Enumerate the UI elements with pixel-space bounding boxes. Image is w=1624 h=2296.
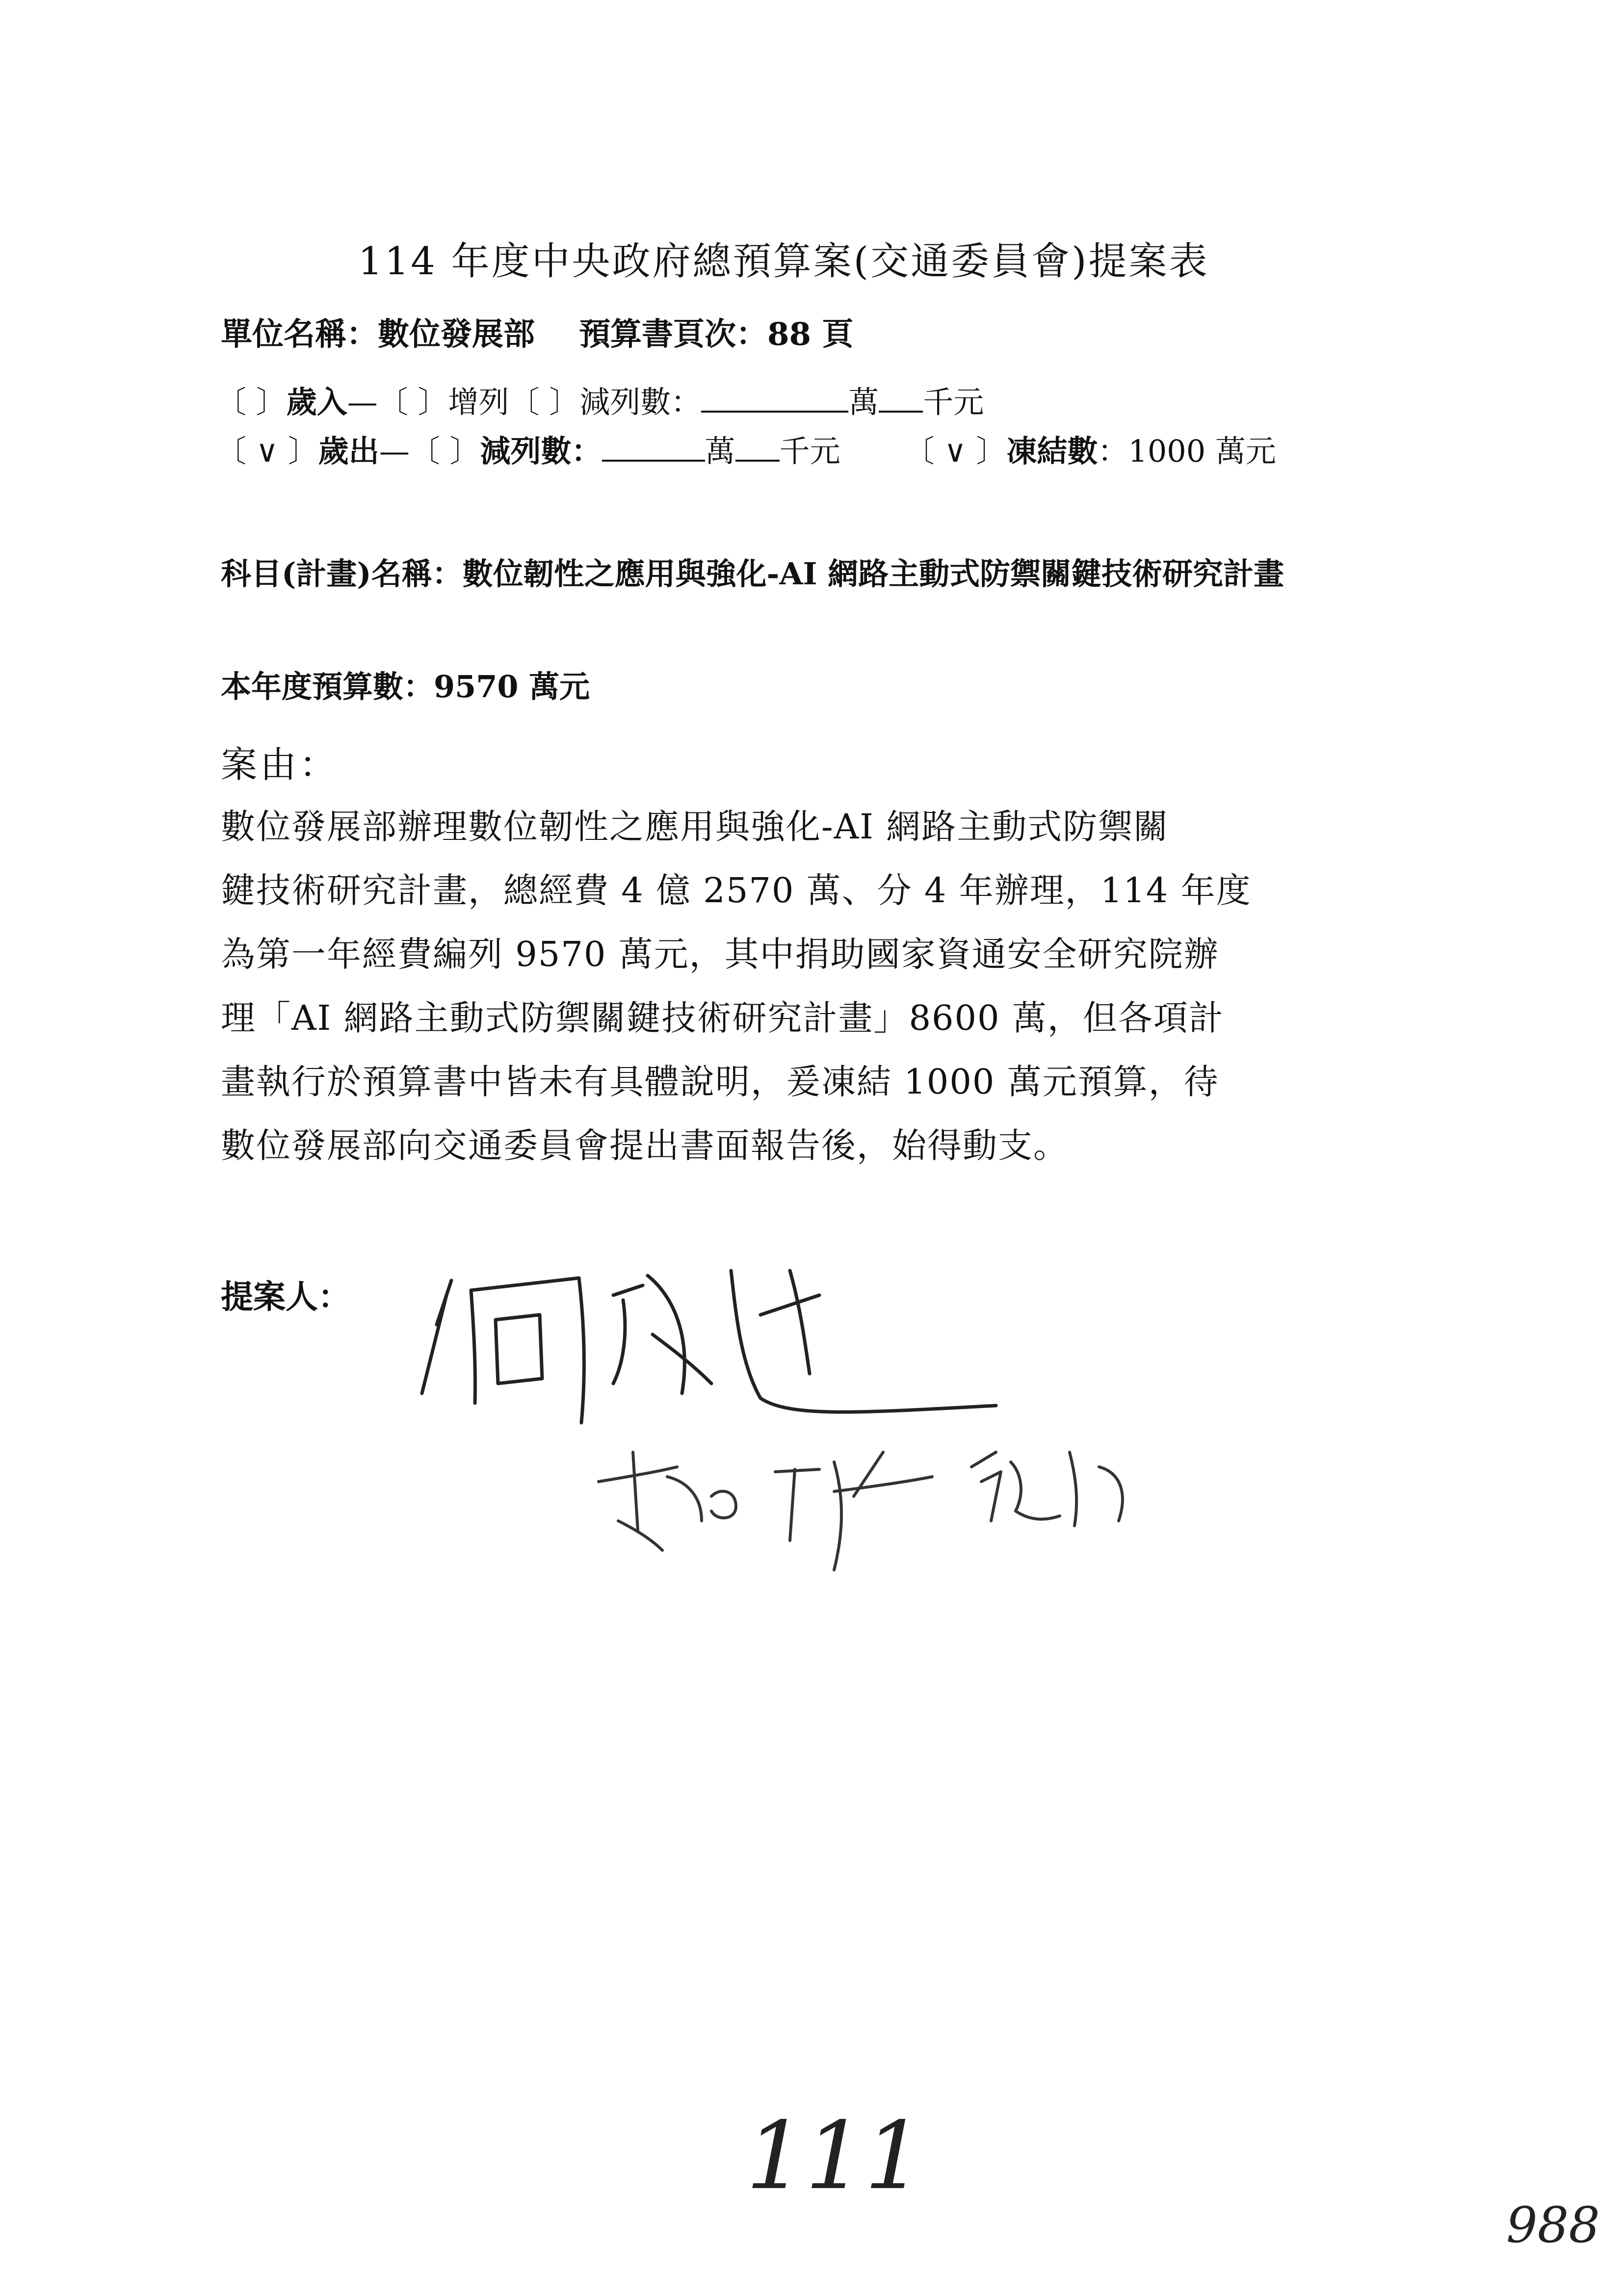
budget-page-reference: 預算書頁次：88 頁 — [579, 316, 854, 353]
reason-line: 鍵技術研究計畫，總經費 4 億 2570 萬、分 4 年辦理，114 年度 — [221, 870, 1252, 911]
revenue-unit-thousand: 千元 — [923, 384, 984, 420]
revenue-thousand-blank — [879, 382, 923, 413]
primary-signature — [417, 1236, 1006, 1442]
subject-name: 科目(計畫)名稱：數位韌性之應用與強化-AI 網路主動式防禦關鍵技術研究計畫 — [221, 556, 1284, 592]
revenue-decrease-label: 減列數： — [579, 384, 702, 420]
handwritten-page-number — [736, 2095, 924, 2213]
reason-line: 數位發展部辦理數位韌性之應用與強化-AI 網路主動式防禦關 — [221, 807, 1169, 847]
expense-decrease-checkbox: 〔 〕 — [409, 433, 480, 469]
corner-page-number-text: 988 — [1506, 2196, 1600, 2254]
reason-line: 理「AI 網路主動式防禦關鍵技術研究計畫」8600 萬，但各項計 — [221, 998, 1224, 1038]
expense-thousand-blank — [735, 431, 780, 462]
revenue-unit-wan: 萬 — [848, 384, 879, 420]
expense-unit-wan: 萬 — [705, 433, 735, 469]
reason-line: 數位發展部向交通委員會提出書面報告後，始得動支。 — [221, 1125, 1069, 1166]
freeze-checkbox: 〔 ∨ 〕 — [904, 433, 1007, 469]
freeze-value: ：1000 萬元 — [1098, 433, 1276, 469]
revenue-decrease-checkbox: 〔 〕 — [509, 384, 580, 420]
expense-label: 歲出 — [318, 433, 379, 469]
current-year-budget: 本年度預算數：9570 萬元 — [221, 669, 590, 704]
corner-page-number — [1501, 2188, 1599, 2262]
expense-row — [216, 427, 1276, 470]
handwritten-page-number-text: 111 — [746, 2102, 924, 2210]
revenue-label: 歲入 — [286, 384, 347, 420]
unit-line — [221, 309, 853, 354]
reason-label: 案由： — [221, 744, 339, 786]
cosigner-signatures — [589, 1423, 1153, 1599]
reason-line: 畫執行於預算書中皆未有具體說明，爰凍結 1000 萬元預算，待 — [221, 1062, 1219, 1102]
expense-unit-thousand: 千元 — [779, 433, 840, 469]
form-title: 114 年度中央政府總預算案(交通委員會)提案表 — [358, 239, 1209, 284]
expense-decrease-label: 減列數： — [480, 433, 602, 469]
increase-label: 增列 — [448, 384, 509, 420]
expense-amount-blank — [602, 431, 705, 462]
freeze-label: 凍結數 — [1006, 433, 1098, 469]
revenue-amount-blank — [701, 382, 848, 413]
revenue-dash: — — [347, 384, 378, 420]
reason-line: 為第一年經費編列 9570 萬元，其中捐助國家資通安全研究院辦 — [221, 934, 1219, 974]
revenue-row — [216, 378, 984, 421]
increase-checkbox: 〔 〕 — [377, 384, 448, 420]
proposer-label: 提案人： — [221, 1278, 350, 1316]
expense-checkbox: 〔 ∨ 〕 — [216, 433, 318, 469]
reason-body — [221, 795, 1438, 1177]
unit-name: 單位名稱：數位發展部 — [221, 316, 535, 353]
expense-dash: — — [379, 433, 410, 469]
revenue-checkbox: 〔 〕 — [216, 384, 287, 420]
